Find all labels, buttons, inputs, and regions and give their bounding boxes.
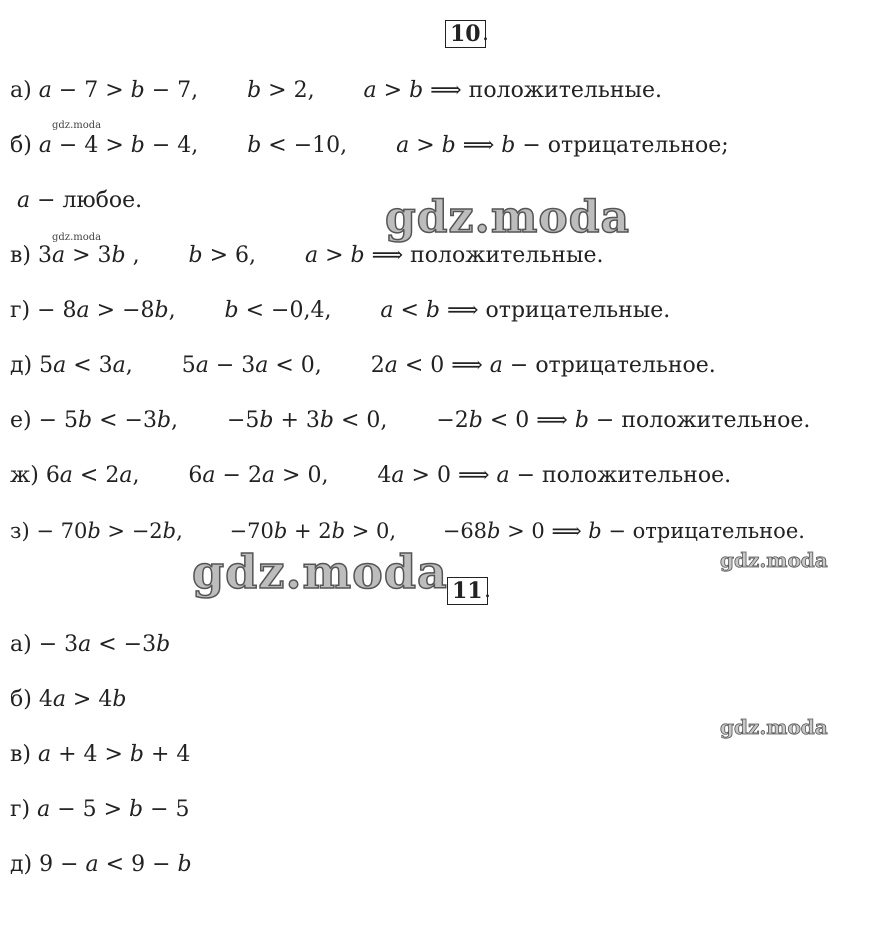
task-10-line-b-cont: 𝑎 − любое. — [10, 188, 143, 213]
task-10-line-a: а) 𝑎 − 7 > 𝑏 − 7, 𝑏 > 2, 𝑎 > 𝑏 ⟹ положительные. — [10, 78, 663, 103]
task-10-line-d: д) 5𝑎 < 3𝑎, 5𝑎 − 3𝑎 < 0, 2𝑎 < 0 ⟹ 𝑎 − отрицательное. — [10, 353, 716, 378]
task-10-number: 10 — [445, 20, 486, 48]
task-10-line-b: б) 𝑎 − 4 > 𝑏 − 4, 𝑏 < −10, 𝑎 > 𝑏 ⟹ 𝑏 − отрицательное; — [10, 133, 729, 158]
task-11-dot: . — [484, 578, 491, 603]
watermark-large: gdz.moda — [192, 545, 448, 599]
task-10-line-v: в) 3𝑎 > 3𝑏 , 𝑏 > 6, 𝑎 > 𝑏 ⟹ положительные. — [10, 243, 604, 268]
task-11-line-b: б) 4𝑎 > 4𝑏 — [10, 687, 127, 712]
watermark-tiny: gdz.moda — [52, 120, 102, 131]
watermark-small: gdz.moda — [720, 548, 828, 572]
task-11-line-v: в) 𝑎 + 4 > 𝑏 + 4 — [10, 742, 191, 767]
watermark-small: gdz.moda — [720, 715, 828, 739]
task-11-line-g: г) 𝑎 − 5 > 𝑏 − 5 — [10, 797, 190, 822]
watermark-tiny: gdz.moda — [52, 232, 102, 243]
watermark-large: gdz.moda — [385, 192, 631, 243]
task-10-line-g: г) − 8𝑎 > −8𝑏, 𝑏 < −0,4, 𝑎 < 𝑏 ⟹ отрицательные. — [10, 298, 671, 323]
task-11-line-d: д) 9 − 𝑎 < 9 − 𝑏 — [10, 852, 192, 877]
task-10-dot: . — [482, 21, 489, 46]
task-11-line-a: а) − 3𝑎 < −3𝑏 — [10, 632, 171, 657]
task-11-number: 11 — [447, 577, 488, 605]
task-10-line-z: з) − 70𝑏 > −2𝑏, −70𝑏 + 2𝑏 > 0, −68𝑏 > 0 ⟹ 𝑏 − отрицательное. — [10, 519, 805, 543]
task-10-line-zh: ж) 6𝑎 < 2𝑎, 6𝑎 − 2𝑎 > 0, 4𝑎 > 0 ⟹ 𝑎 − положительное. — [10, 463, 732, 488]
task-10-line-e: е) − 5𝑏 < −3𝑏, −5𝑏 + 3𝑏 < 0, −2𝑏 < 0 ⟹ 𝑏 − положительное. — [10, 408, 811, 433]
